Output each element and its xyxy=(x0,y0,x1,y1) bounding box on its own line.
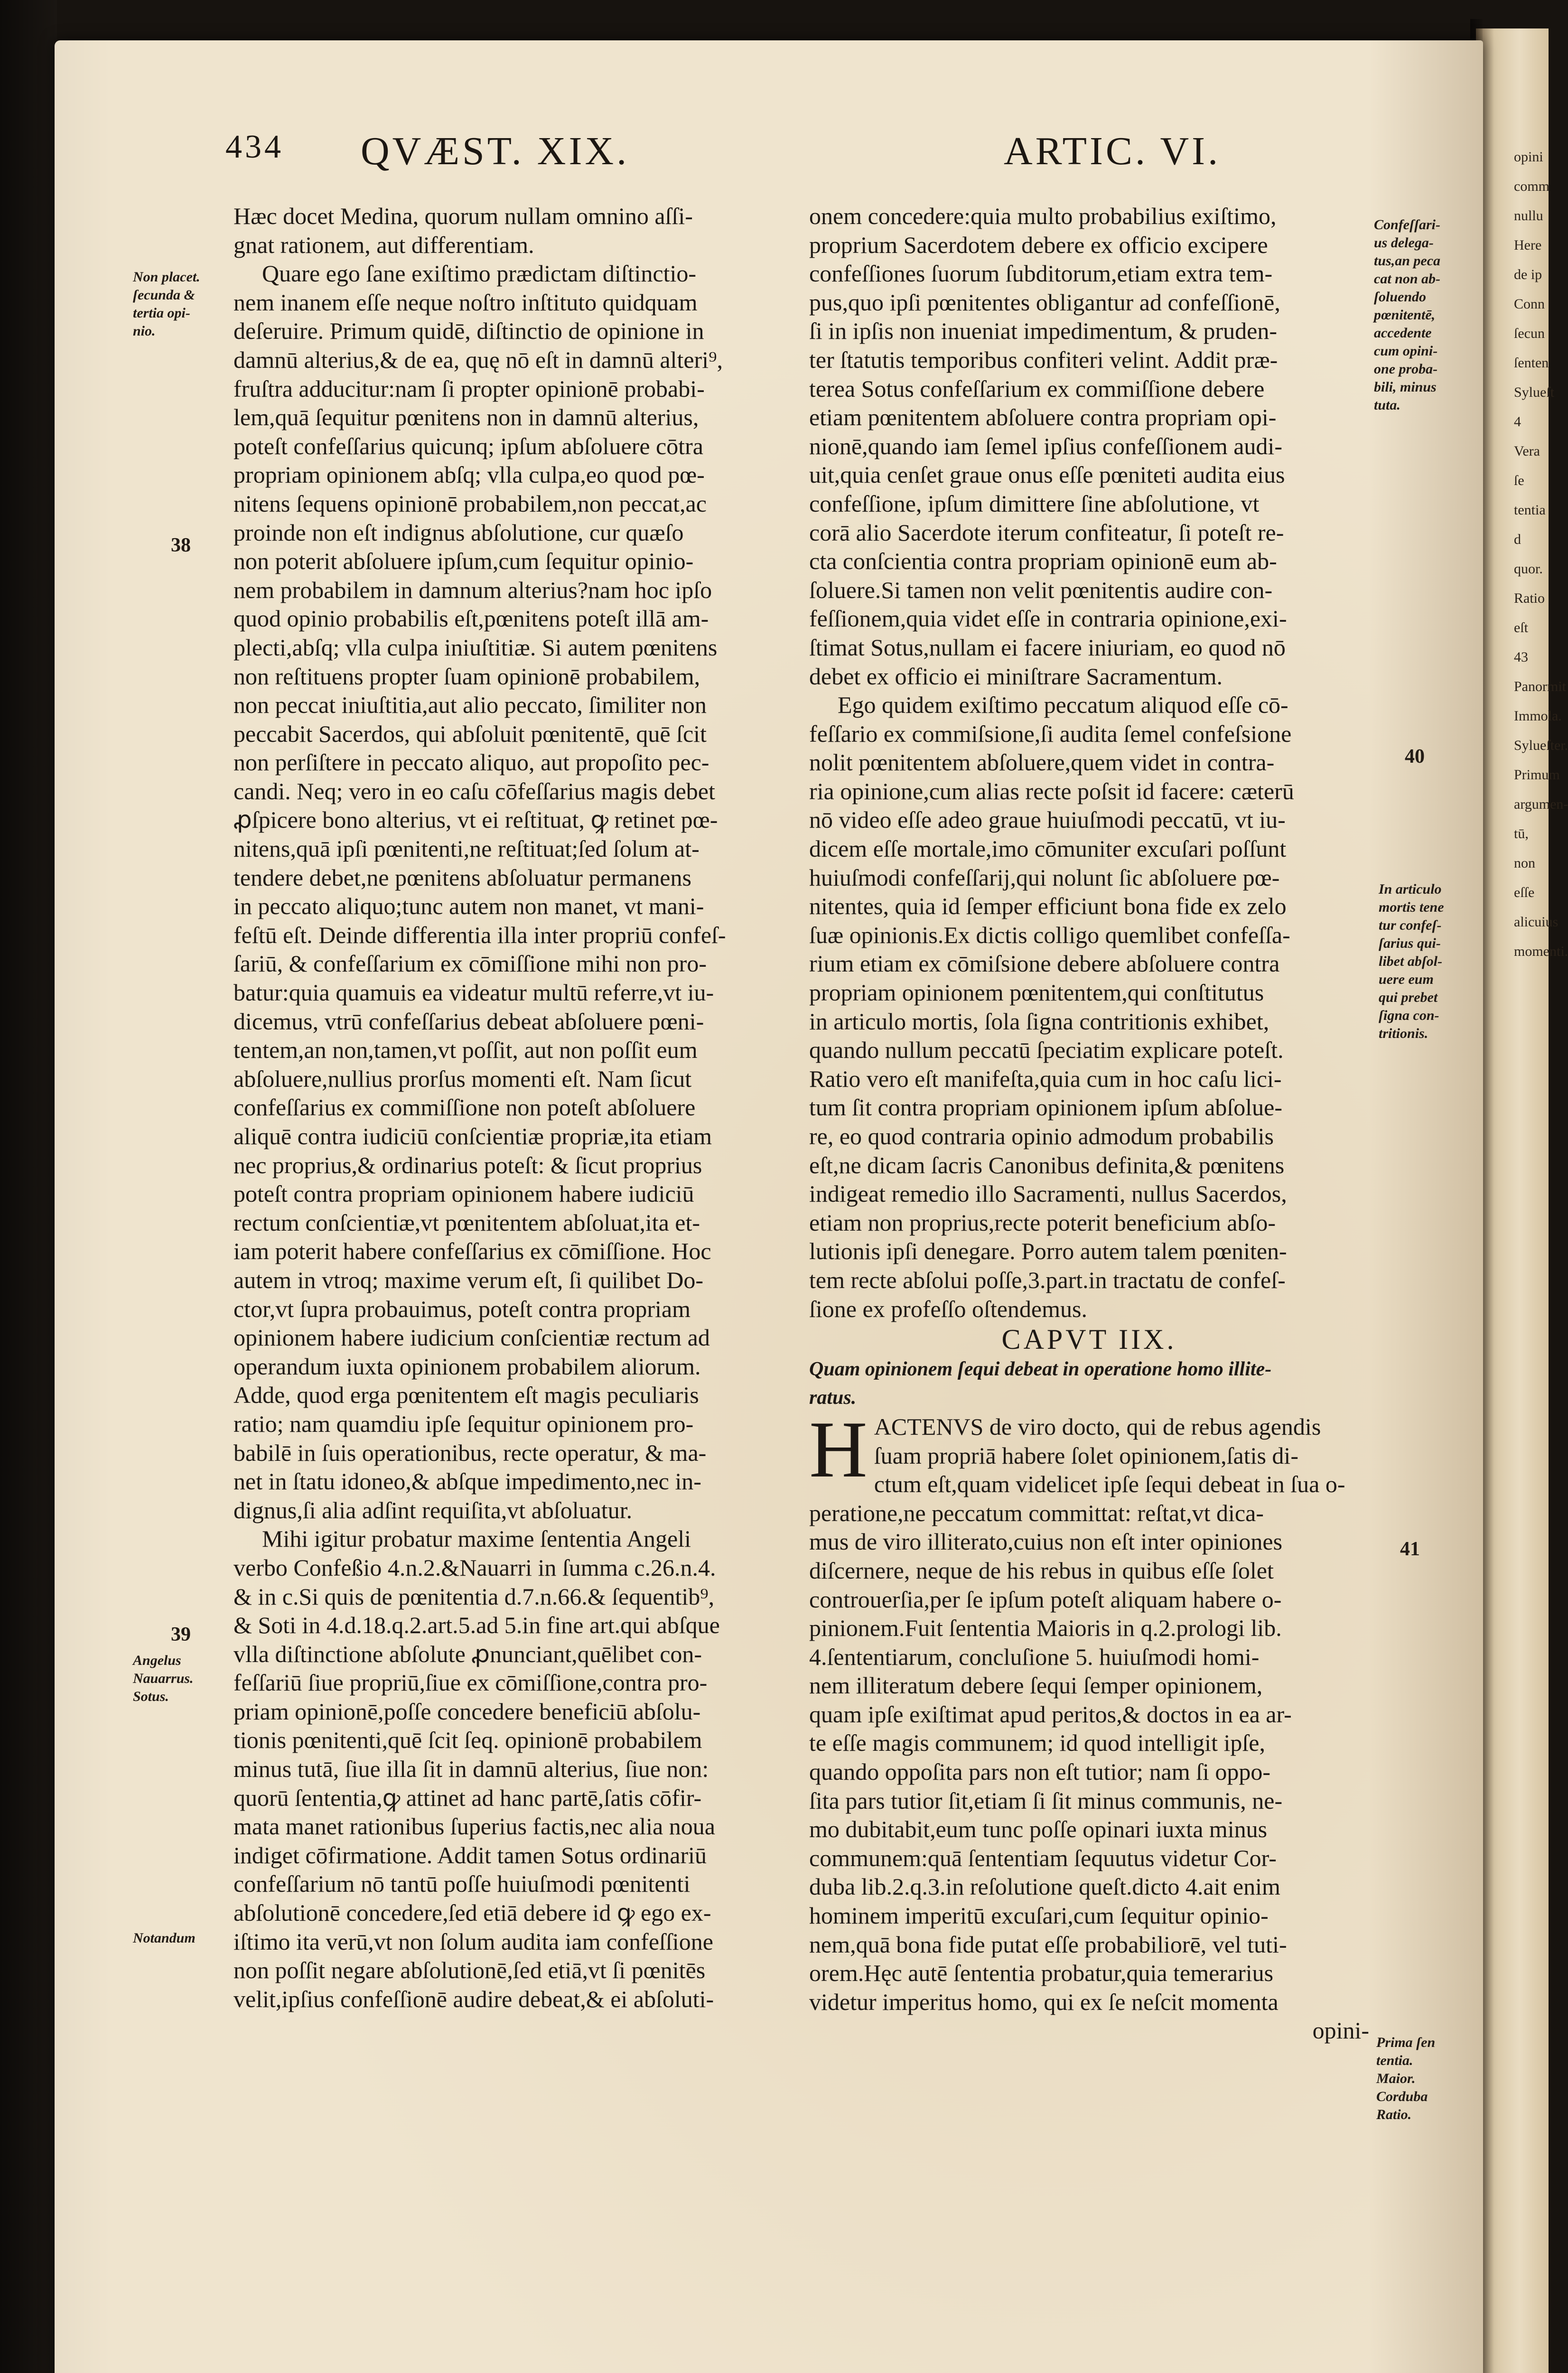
scan-background-left xyxy=(0,0,57,2373)
paragraph: Ego quidem exiſtimo peccatum aliquod eſſe cō- feſſario ex commiſsione,ſi audita ſemel confeſsione nolit pœnitentem abſoluere,quem videt in contra- ria opinione,cum alias recte poſsit id facere: cæterū nō video eſſe adeo graue huiuſmodi peccatū, vt iu- dicem eſſe mortale,imo cōmuniter excuſari poſſunt huiuſmodi confeſſarij,qui nolunt ſic abſoluere pœ- nitentes, quia id ſemper efficiunt bona fide ex zelo ſuæ opinionis.Ex dictis colligo quemlibet confeſſa- rium etiam ex cōmiſsione debere abſoluere contra propriam opinionem pœnitentem,qui conſtitutus in articulo mortis, ſola ſigna contritionis exhibet, quando nullum peccatū ſpeciatim explicare poteſt. Ratio vero eſt manifeſta,quia cum in hoc caſu lici- tum ſit contra propriam opinionem ipſum abſolue- re, eo quod contraria opinio admodum probabilis eſt,ne dicam ſacris Canonibus definita,& pœnitens indigeat remedio illo Sacramenti, nullus Sacerdos, etiam non proprius,recte poterit beneficium abſo- lutionis ipſi denegare. Porro autem talem pœniten- tem recte abſolui poſſe,3.part.in tractatu de confeſ- ſione ex profeſſo oſtendemus. xyxy=(809,691,1294,1322)
margin-number-38: 38 xyxy=(171,534,191,556)
paragraph: Quare ego ſane exiſtimo prædictam diſtinctio- nem inanem eſſe neque noſtro inſtituto quidquam deſeruire. Primum quidē, diſtinctio de opinione in damnū alterius,& de ea, quę nō eſt in damnū alteri⁹, fruſtra adducitur:nam ſi propter opinionē probabi- lem,quā ſequitur pœnitens non in damnū alterius, poteſt confeſſarius quicunq; ipſum abſoluere cōtra propriam opinionem abſq; vlla culpa,eo quod pœ- nitens ſequens opinionē probabilem,non peccat,ac proinde non eſt indignus abſolutione, cur quæſo non poterit abſoluere ipſum,cum ſequitur opinio- nem probabilem in damnum alterius?nam hoc ipſo quod opinio probabilis eſt,pœnitens poteſt illā am- plecti,abſq; vlla culpa iniuſtitiæ. Si autem pœnitens non reſtituens propter ſuam opinionē probabilem, non peccat iniuſtitia,aut alio peccato, ſimiliter non peccabit Sacerdos, qui abſoluit pœnitentē, quē ſcit non perſiſtere in peccato aliquo, aut propoſito pec- candi. Neq; vero in eo caſu cōfeſſarius magis debet ꝓſpicere bono alterius, vt ei reſtituat, ꝙ retinet pœ- nitens,quā ipſi pœnitenti,ne reſtituat;ſed ſolum at- tendere debet,ne pœnitens abſoluatur permanens in peccato aliquo;tunc autem non manet, vt mani- feſtū eſt. Deinde differentia illa inter propriū confeſ- ſariū, & confeſſarium ex cōmiſſione mihi non pro- batur:quia quamuis ea videatur multū referre,vt iu- dicemus, vtrū confeſſarius debeat abſoluere pœni- tentem,an non,tamen,vt poſſit, aut non poſſit eum abſoluere,nullius prorſus momenti eſt. Nam ſicut confeſſarius ex commiſſione non poteſt abſoluere aliquē contra iudiciū conſcientiæ propriæ,ita etiam nec proprius,& ordinarius poteſt: & ſicut proprius poteſt contra propriam opinionem habere iudiciū rectum conſcientiæ,vt pœnitentem abſoluat,ita et- iam poterit habere confeſſarius ex cōmiſſione. Hoc autem in vtroq; maxime verum eſt, ſi quilibet Do- ctor,vt ſupra probauimus, poteſt contra propriam opinionem habere iudicium conſcientiæ rectum ad operandum iuxta opinionem probabilem aliorum. Adde, quod erga pœnitentem eſt magis peculiaris ratio; nam quamdiu ipſe ſequitur opinionem pro- babilē in ſuis operationibus, recte operatur, & ma- net in ſtatu idoneo,& abſque impedimento,nec in- dignus,ſi alia adſint requiſita,vt abſoluatur. xyxy=(233,260,726,1523)
margin-note-confessarius: Confeſſari- us delega- tus,an peca cat non ab- ſoluendo pœnitentē, accedente cum opini- one proba- bili, minus tuta. xyxy=(1374,217,1441,413)
left-text-column xyxy=(233,202,803,2013)
adjacent-page-text: opini comm nullu Here de ip Conn ſecun ſenten Sylueſt 4 Vera ſe tentia d quor. Ratio eſt 43 Panormit Immola. Sylueſter. Primum argumen- tū, non eſſe alicuius momenti. xyxy=(1514,149,1568,959)
margin-note-prima: Prima ſen tentia. Maior. Corduba Ratio. xyxy=(1376,2035,1436,2122)
margin-number-40: 40 xyxy=(1405,746,1425,767)
margin-note-angelus: Angelus Nauarrus. Sotus. xyxy=(133,1653,194,1704)
chapter-heading: CAPVT IIX. xyxy=(1001,1324,1177,1355)
right-text-column xyxy=(809,202,1369,2045)
paragraph-with-dropcap xyxy=(809,1404,1369,2016)
margin-note-in-articulo: In articulo mortis tene tur confeſ- ſarius qui- libet abſol- uere eum qui prebet ſigna con- tritionis. xyxy=(1379,881,1444,1041)
running-head-question: QVÆST. XIX. xyxy=(361,129,630,173)
catchword: opini- xyxy=(1312,2017,1369,2044)
dropcap-initial: H xyxy=(809,1404,868,1494)
page-number: 434 xyxy=(225,129,284,165)
paragraph-text: ACTENVS de viro docto, qui de rebus agendis ſuam propriā habere ſolet opinionem,ſatis di- ctum eſt,quam videlicet ipſe ſequi debeat in ſua o- peratione,ne peccatum committat: reſtat,vt dica- mus de viro illiterato,cuius non eſt inter opiniones diſcernere, neque de his rebus in quibus eſſe ſolet controuerſia,per ſe ipſum poteſt aliquam habere o- pinionem.Fuit ſententia Maioris in q.2.prologi lib. 4.ſententiarum, concluſione 5. huiuſmodi homi- nem illiteratum debere ſequi ſemper opinionem, quam ipſe exiſtimat apud peritos,& doctos in ea ar- te eſſe magis communem; id quod intelligit ipſe, quando oppoſita pars non eſt tutior; nam ſi oppo- ſita pars tutior ſit,etiam ſi ſit minus communis, ne- mo dubitabit,eum tunc poſſe opinari iuxta minus communem:quā ſententiam ſequutus videtur Cor- duba lib.2.q.3.in reſolutione queſt.dicto 4.ait enim hominem imperitū excuſari,cum ſequitur opinio- nem,quā bona fide putat eſſe probabiliorē, vel tuti- orem.Hęc autē ſententia probatur,quia temerarius videtur imperitus homo, qui ex ſe neſcit momenta xyxy=(809,1413,1345,2015)
margin-note-non-placet: Non placet. ſecunda & tertia opi- nio. xyxy=(133,269,200,339)
margin-number-39: 39 xyxy=(171,1624,191,1645)
paragraph: Mihi igitur probatur maxime ſententia Angeli verbo Confeßio 4.n.2.&Nauarri in ſumma c.26.n.4. & in c.Si quis de pœnitentia d.7.n.66.& ſequentib⁹, & Soti in 4.d.18.q.2.art.5.ad 5.in fine art.qui abſque vlla diſtinctione abſolute ꝓnunciant,quēlibet con- feſſariū ſiue propriū,ſiue ex cōmiſſione,contra pro- priam opinionē,poſſe concedere beneficiū abſolu- tionis pœnitenti,quē ſcit ſeq. opinionē probabilem minus tutā, ſiue illa ſit in damnū alterius, ſiue non: quorū ſententia,ꝙ attinet ad hanc partē,ſatis cōfir- mata manet rationibus ſuperius factis,nec alia noua indiget cōfirmatione. Addit tamen Sotus ordinariū confeſſarium nō tantū poſſe huiuſmodi pœnitenti abſolutionē concedere,ſed etiā debere id ꝙ ego ex- iſtimo ita verū,vt non ſolum audita iam confeſſione non poſſit negare abſolutionē,ſed etiā,vt ſi pœnitēs velit,ipſius confeſſionē audire debeat,& ei abſoluti- xyxy=(233,1525,720,2012)
chapter-subtitle: Quam opinionem ſequi debeat in operatione homo illite- ratus. xyxy=(809,1358,1272,1409)
margin-number-41: 41 xyxy=(1400,1538,1420,1560)
running-head-article: ARTIC. VI. xyxy=(1004,129,1221,173)
paragraph: Hæc docet Medina, quorum nullam omnino aſſi- gnat rationem, aut differentiam. xyxy=(233,203,693,258)
margin-note-notandum: Notandum xyxy=(133,1930,196,1946)
paragraph: onem concedere:quia multo probabilius exiſtimo, proprium Sacerdotem debere ex officio excipere confeſſiones ſuorum ſubditorum,etiam extra tem- pus,quo ipſi pœnitentes obligantur ad confeſſionē, ſi in ipſis non inueniat impedimentum, & pruden- ter ſtatutis temporibus confiteri velint. Addit præ- terea Sotus confeſſarium ex commiſſione debere etiam pœnitentem abſoluere contra propriam opi- nionē,quando iam ſemel ipſius confeſſionem audi- uit,quia cenſet graue onus eſſe pœniteti audita eius confeſſione, ipſum dimittere ſine abſolutione, vt corā alio Sacerdote iterum confiteatur, ſi poteſt re- cta conſcientia contra propriam opinionē eum ab- ſoluere.Si tamen non velit pœnitentis audire con- feſſionem,quia videt eſſe in contraria opinione,exi- ſtimat Sotus,nullam ei facere iniuriam, eo quod nō debet ex officio ei miniſtrare Sacramentum. xyxy=(809,203,1287,690)
